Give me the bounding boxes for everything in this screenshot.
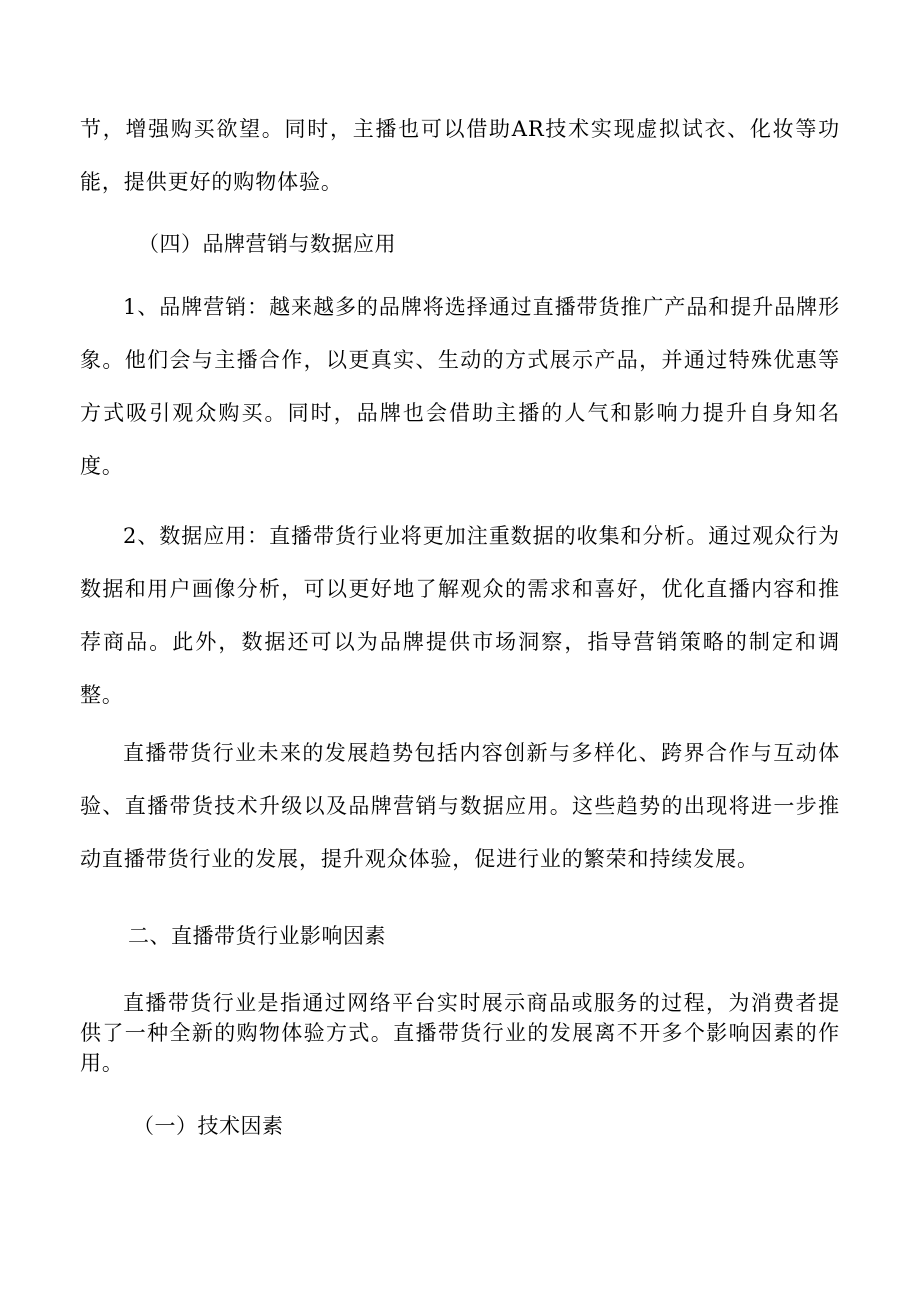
subheading-technology-factors: （一）技术因素 xyxy=(133,1114,284,1138)
subheading-brand-data: （四）品牌营销与数据应用 xyxy=(138,232,396,256)
paragraph-brand-marketing: 1、品牌营销：越来越多的品牌将选择通过直播带货推广产品和提升品牌形象。他们会与主播合作，以更真实、生动的方式展示产品，并通过特殊优惠等方式吸引观众购买。同时，品牌也会借助主播的人气和影响力提升自身知名度。 xyxy=(80,295,840,478)
paragraph-data-application: 2、数据应用：直播带货行业将更加注重数据的收集和分析。通过观众行为数据和用户画像分析，可以更好地了解观众的需求和喜好，优化直播内容和推荐商品。此外，数据还可以为品牌提供市场洞察，指导营销策略的制定和调整。 xyxy=(80,524,840,707)
section-heading-influencing-factors: 二、直播带货行业影响因素 xyxy=(128,924,386,948)
paragraph-industry-intro: 直播带货行业是指通过网络平台实时展示商品或服务的过程，为消费者提供了一种全新的购物体验方式。直播带货行业的发展离不开多个影响因素的作用。 xyxy=(80,991,840,1075)
paragraph-trend-summary: 直播带货行业未来的发展趋势包括内容创新与多样化、跨界合作与互动体验、直播带货技术升级以及品牌营销与数据应用。这些趋势的出现将进一步推动直播带货行业的发展，提升观众体验，促进行业的繁荣和持续发展。 xyxy=(80,741,840,871)
paragraph-ar-experience: 节，增强购买欲望。同时，主播也可以借助AR技术实现虚拟试衣、化妆等功能，提供更好的购物体验。 xyxy=(80,117,840,194)
